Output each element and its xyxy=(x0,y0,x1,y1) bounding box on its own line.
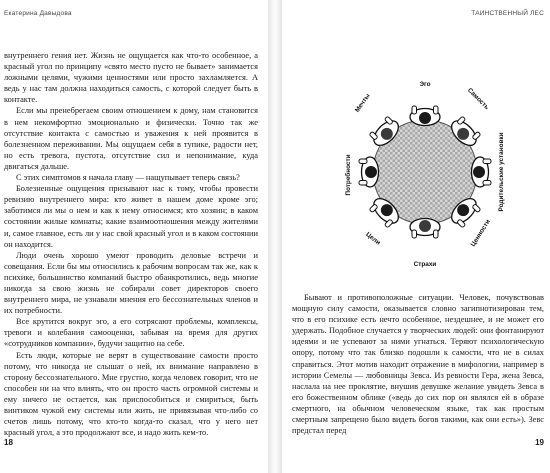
person-head xyxy=(419,112,431,124)
paragraph: Все крутится вокруг эго, а его сотрясают проблемы, комплексы, тревоги и колебания самооценки, забывая на время для других «сотрудников компании», будучи защитно на себе. xyxy=(4,317,258,349)
running-head-left: Екатерина Давыдова xyxy=(4,10,72,17)
paragraph: Есть люди, которые не верят в существование самости просто потому, что никогда не слышат о ней, их внимание направлено в сторону бессознательного. Мне грустно, когда человек говорит, что не способен ни на что влиять, что он просто часть огромной системы и ему ничего не остается, как приспособиться и смириться, быть винтиком чужой ему системы или жить, не привязывая что-либо со счетов лишь потому, что кто-то когда-то сказал, что у него нет красный угол, а это продолжают все, и надо жить кем-то. xyxy=(4,350,258,438)
book-gutter xyxy=(268,0,282,473)
person-arm xyxy=(483,159,491,164)
seated-person xyxy=(410,106,440,126)
seated-person xyxy=(472,157,492,187)
figure-label-ego: Эго xyxy=(419,81,431,88)
paragraph: Люди очень хорошо умеют проводить деловые встречи и совещания. Если бы мы относились к рабочим вопросам так же, как к психике, большинство компаний быстро обанкротились, ведь многие никогда за свою жизнь не собирали совет директоров своего внутреннего мира, не узнавали мнения его бессознательных членов и их потребности. xyxy=(4,250,258,316)
right-page-text xyxy=(292,292,544,436)
page-number-left: 18 xyxy=(4,438,13,447)
person-arm xyxy=(412,106,417,114)
seated-person xyxy=(359,157,379,187)
left-page xyxy=(0,0,268,473)
paragraph: Если мы пренебрегаем своим отношением к дому, нам становится в нем некомфортно эмоционально и физически. Точно так же отсутствие контакта с самостью и уважения к ней проявится в болезненном переживании. Мы ощущаем себя в тупике, радости нет, но есть тревога, пустота, отсутствие сил и непонимание, куда двигаться дальше. xyxy=(4,106,258,171)
person-head xyxy=(473,166,485,178)
figure-label-self: Самость xyxy=(465,86,491,112)
person-head xyxy=(419,220,431,232)
round-table-svg xyxy=(340,72,510,272)
seated-person xyxy=(410,219,440,239)
paragraph: С этих симптомов я начала главу — нащупывает теперь связь? xyxy=(16,173,240,183)
running-head-right: ТАИНСТВЕННЫЙ ЛЕС xyxy=(471,10,544,17)
right-page xyxy=(282,0,550,473)
figure-label-goals: Цели xyxy=(364,231,382,247)
figure-label-needs: Потребности xyxy=(345,154,352,196)
person-arm xyxy=(434,230,439,238)
round-table-illustration xyxy=(340,72,510,272)
person-head xyxy=(365,166,377,178)
figure-label-dreams: Мечты xyxy=(353,92,372,114)
paragraph: Бывают и противоположные ситуации. Человек, почувствовав мощную силу самости, оказывается словно загипнотизирован тем, что в его психике есть нечто особенное, нездешнее, и не может его удержать. Подобное случается у творческих людей: они фонтанируют идеями и не успевают за ними угнаться. Теряют психологическую опору, потому что так близко подошли к самости, что не в силах справиться. Этот мотив находит отражение в мифологии, например в истории Семелы — любовницы Зевса. Из ревности Гера, жена Зевса, наслала на нее проклятие, внушив девушке желание увидеть Зевса в его божественном облике («ведь до сих пор он являлся ей в образе смертного, на обычном человеческом языке, так как простым смертным запрещено было видеть богов такими, как они есть»). Зевс предстал перед xyxy=(292,293,544,436)
left-page-text xyxy=(4,50,258,438)
page-number-right: 19 xyxy=(535,438,544,447)
paragraph: внутреннего гения нет. Жизнь не ощущается как что-то особенное, а красный угол по принципу «свято место пусто не бывает» занимается ложными целями, чужими ценностями или просто захламляется. А ведь у нас там должна находиться самость, с которой следует быть в контакте. xyxy=(4,51,258,105)
paragraph: Болезненные ощущения призывают нас к тому, чтобы провести ревизию внутреннего мира: кто живет в нашем доме кроме эго; заботимся ли мы о нем и как к нему относимся; кто хозяин; в каком состоянии жилые комнаты; какие взаимоотношения между жителями и, самое главное, есть ли у нас свой красный угол и в каком состоянии он находится. xyxy=(4,184,258,249)
person-arm xyxy=(412,230,417,238)
person-arm xyxy=(359,181,367,186)
person-arm xyxy=(483,181,491,186)
person-arm xyxy=(434,106,439,114)
figure-label-fears: Страхи xyxy=(413,261,437,268)
figure-label-parental-attitudes: Родительские установки xyxy=(498,132,505,212)
figure-label-values: Ценности xyxy=(469,218,492,248)
person-arm xyxy=(359,159,367,164)
